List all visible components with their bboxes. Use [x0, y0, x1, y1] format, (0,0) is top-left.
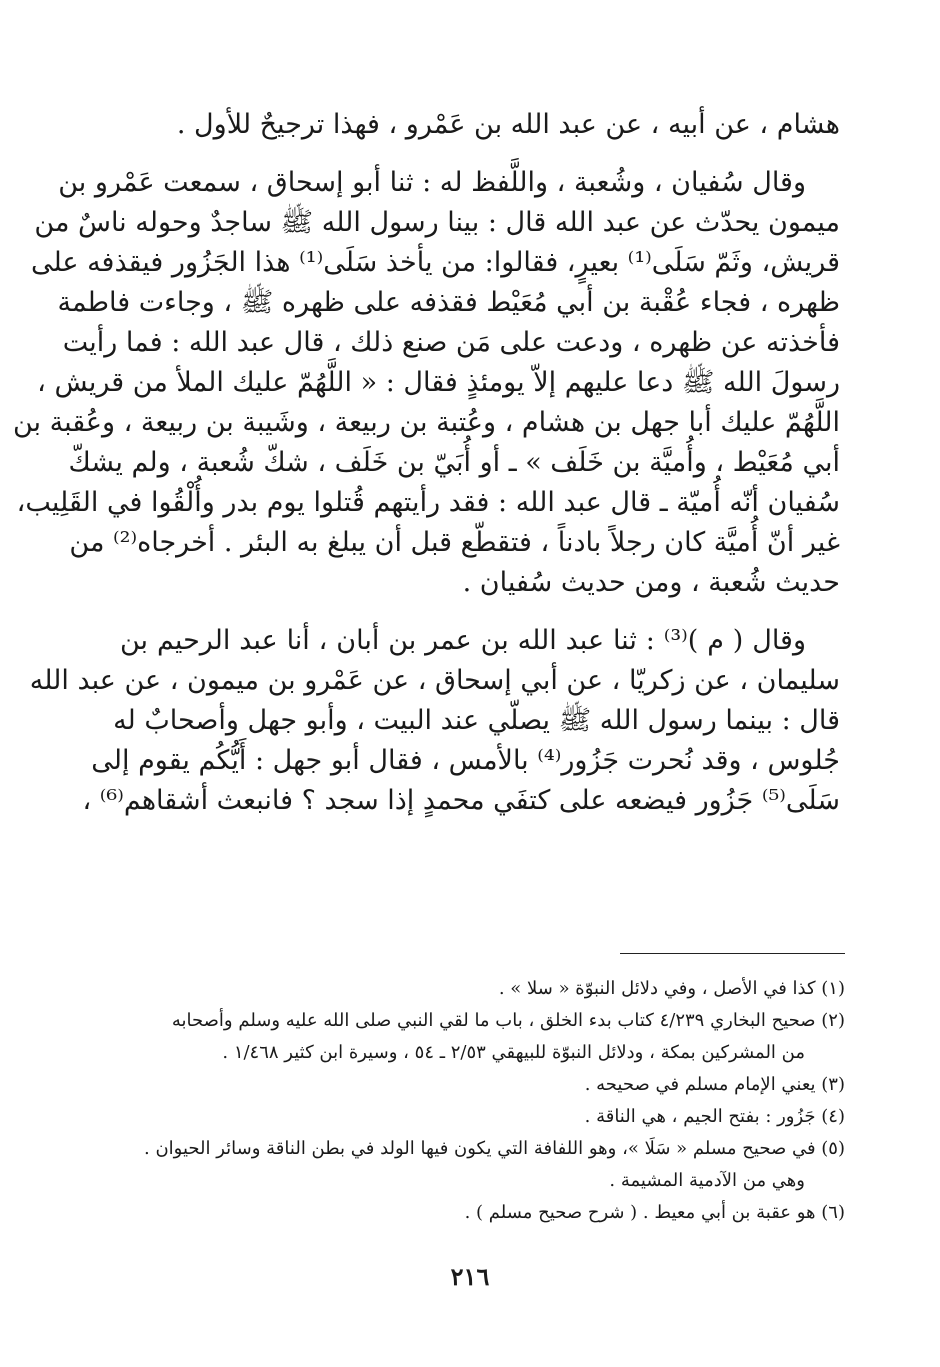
text-line: وقال ( م )⁽³⁾ : ثنا عبد الله بن عمر بن أبان ، أنا عبد الرحيم بن: [120, 625, 806, 656]
footnote: (٣) يعني الإمام مسلم في صحيحه .: [584, 1074, 845, 1095]
text-line: أبي مُعَيْط ، وأُميَّة بن خَلَف » ـ أو أُبَيّ بن خَلَف ، شكّ شُعبة ، ولم يشكّ: [68, 447, 840, 478]
footnote-continuation: وهي من الآدمية المشيمة .: [609, 1170, 805, 1191]
text-line: سليمان ، عن زكريّا ، عن أبي إسحاق ، عن عَمْرو بن ميمون ، عن عبد الله: [29, 665, 840, 696]
paragraph-2: [12, 163, 840, 603]
text-line: قال : بينما رسول الله ﷺ يصلّي عند البيت ، وأبو جهل وأصحابٌ له: [113, 705, 840, 736]
text-line: سَلَى⁽⁵⁾ جَزُور فيضعه على كتفَي محمدٍ إذا سجد ؟ فانبعث أشقاهم⁽⁶⁾ ،: [82, 785, 840, 816]
text-line: فأخذته عن ظهره ، ودعت على مَن صنع ذلك ، قال عبد الله : فما رأيت: [62, 327, 840, 358]
text-line: ميمون يحدّث عن عبد الله قال : بينا رسول الله ﷺ ساجدٌ وحوله ناسٌ من: [34, 207, 840, 238]
main-text: [12, 105, 840, 821]
text-line: اللَّهُمّ عليك أبا جهل بن هشام ، وعُتبة بن ربيعة ، وشَيبة بن ربيعة ، وعُقبة بن: [12, 407, 840, 438]
text-line: ظهره ، فجاء عُقْبة بن أبي مُعَيْط فقذفه على ظهره ﷺ ، وجاءت فاطمة: [57, 287, 840, 318]
footnote: (٢) صحيح البخاري ٤/٢٣٩ كتاب بدء الخلق ، باب ما لقي النبي صلى الله عليه وسلم وأصحابه: [171, 1010, 845, 1031]
footnote-separator: [620, 953, 845, 954]
footnote: (٤) جَزُور : بفتح الجيم ، هي الناقة .: [584, 1106, 845, 1127]
paragraph-1: [120, 105, 840, 145]
footnote: (٥) في صحيح مسلم « سَلَا »، وهو اللفافة التي يكون فيها الولد في بطن الناقة وسائر الحيوان .: [144, 1138, 845, 1159]
text-line: وقال سُفيان ، وشُعبة ، واللَّفظ له : ثنا أبو إسحاق ، سمعت عَمْرو بن: [58, 167, 806, 198]
footnotes: [85, 973, 845, 1229]
text-line: جُلوس ، وقد نُحرت جَزُور⁽⁴⁾ بالأمس ، فقال أبو جهل : أَيُّكُم يقوم إلى: [91, 745, 840, 776]
text-line: رسولَ الله ﷺ دعا عليهم إلاّ يومئذٍ فقال : « اللَّهُمّ عليك الملأ من قريش ،: [37, 367, 840, 398]
text-line: سُفيان أنّه أُميّة ـ قال عبد الله : فقد رأيتهم قُتلوا يوم بدر وأُلْقُوا في القَلِيب،: [16, 487, 840, 518]
footnote: (١) كذا في الأصل ، وفي دلائل النبوّة « سلا » .: [498, 978, 845, 999]
text-line: غير أنّ أُميَّة كان رجلاً بادناً ، فتقطّع قبل أن يبلغ به البئر . أخرجاه⁽²⁾ من: [69, 527, 840, 558]
footnote: (٦) هو عقبة بن أبي معيط . ( شرح صحيح مسلم ) .: [464, 1202, 845, 1223]
paragraph-3: [29, 621, 840, 821]
text-line: قريش، وثَمّ سَلَى⁽¹⁾ بعيرٍ، فقالوا: من يأخذ سَلَى⁽¹⁾ هذا الجَزُور فيقذفه على: [30, 247, 840, 278]
footnote-continuation: من المشركين بمكة ، ودلائل النبوّة للبيهقي ٢/٥٣ ـ ٥٤ ، وسيرة ابن كثير ١/٤٦٨ .: [222, 1042, 805, 1063]
page-number: ٢١٦: [450, 1262, 490, 1291]
text-line: حديث شُعبة ، ومن حديث سُفيان .: [462, 567, 840, 598]
text-line: هشام ، عن أبيه ، عن عبد الله بن عَمْرو ، فهذا ترجيحٌ للأول .: [176, 109, 840, 140]
